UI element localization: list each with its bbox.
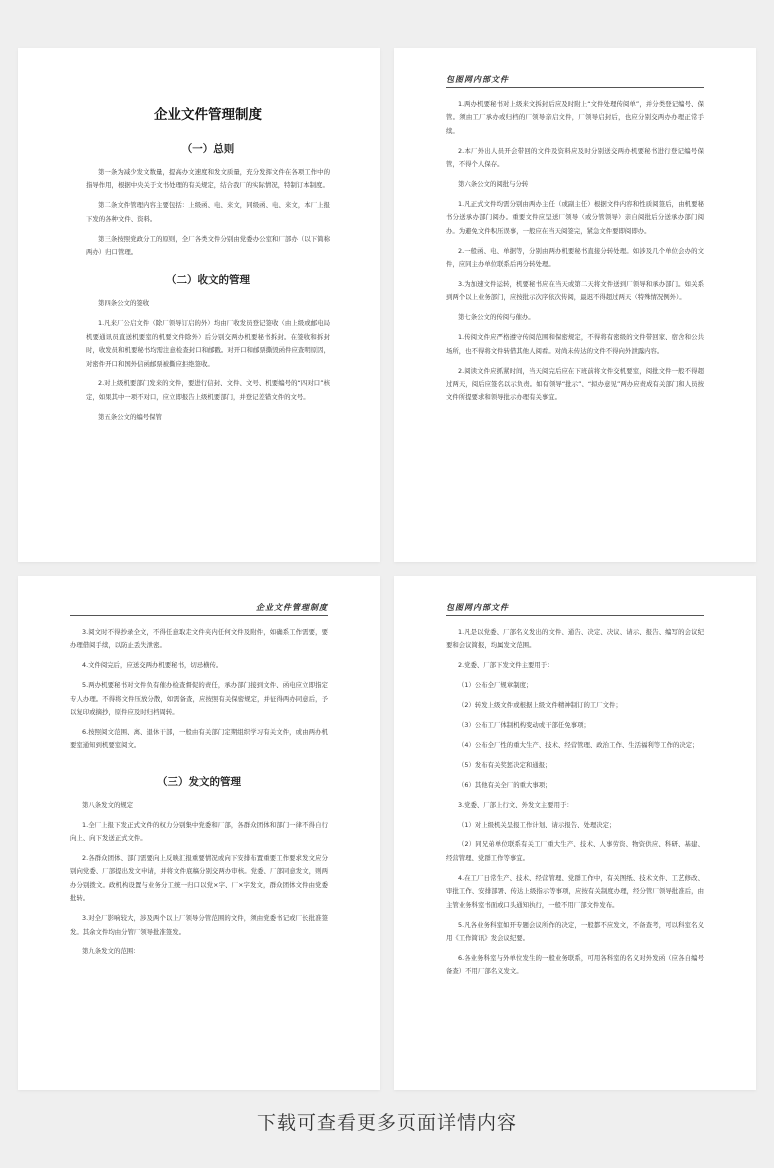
page-header: 包图网内部文件 (446, 602, 704, 616)
paragraph: 1.凡正式文件均需分别由两办主任（或副主任）根据文件内容和性质阅签后，由机要秘书分送承办部门阅办。重要文件应呈送厂领导（或分管领导）亲自阅批后分送承办部门阅办。为避免文件积压误事，一般应在当天阅签完，紧急文件要即阅即办。 (446, 199, 704, 235)
document-page-4 (394, 576, 756, 1090)
paragraph: 第七条公文的传阅与催办。 (458, 313, 535, 322)
paragraph: 6.按照阅文范围、离、退休干部，一般由有关部门定期组织学习有关文件，或由两办机要室通知到机要室阅文。 (70, 727, 328, 750)
paragraph: 2.阅读文件应抓紧时间，当天阅完后应在下班前将文件交机要室，阅批文件一般不得超过两天，阅后应签名以示负责。如有领导“批示”、“拟办意见”两办应责成有关部门和人员按文件所提要求和领导批示办理有关事宜。 (446, 366, 704, 402)
paragraph: 第九条发文的范围： (82, 947, 140, 956)
page-header: 包图网内部文件 (446, 74, 704, 88)
document-page-2 (394, 48, 756, 562)
paragraph: 1.两办机要秘书对上级来文拆封后应及时附上“文件处理传阅单”，并分类登记编号、保管。须由工厂承办或归档的厂领导亲启文件，厂领导启封后，也应分别交两办办理正常手续。 (446, 100, 704, 135)
paragraph: 2.党委、厂部下发文件主要用于： (458, 661, 554, 670)
paragraph: （1）公布全厂规章制度； (458, 681, 533, 690)
paragraph: 第二条文件管理内容主要包括：上级函、电、来文，同级函、电、来文，本厂上报下发的各种文件、资料。 (86, 201, 330, 223)
paragraph: 2.对上级机要部门发来的文件，要进行信封、文件、文号、机要编号的“四对口”核定，如果其中一项不对口，应立即报告上级机要部门，并登记差错文件的文号。 (86, 379, 330, 401)
document-title: 企业文件管理制度 (154, 107, 262, 123)
paragraph: 5.两办机要秘书对文件负有催办检查督促的责任，承办部门接到文件、函电应立即指定专人办理。不得将文件压放分散，如需备查，应按照有关保密规定，并征得两办同意后，予以复印或摘抄，原件应及时归档周转。 (70, 681, 328, 717)
paragraph: 3.为加速文件运转，机要秘书应在当天或第二天将文件送到厂领导和承办部门。如关系到两个以上业务部门，应按批示次序依次传阅，最迟不得超过两天（特殊情况例外）。 (446, 279, 704, 302)
paragraph: 第一条为减少发文数量，提高办文速度和发文质量，充分发挥文件在各项工作中的指导作用，根据中央关于文书处理的有关规定，结合我厂的实际情况，特制订本制度。 (86, 168, 330, 190)
paragraph: （5）发布有关奖惩决定和通报； (458, 760, 552, 769)
paragraph: （2）转发上级文件或根据上级文件精神制订的工厂文件； (458, 701, 622, 710)
download-caption: 下载可查看更多页面详情内容 (256, 1112, 517, 1134)
section-title-sending: （三）发文的管理 (157, 775, 241, 788)
paragraph: 5.凡各业务科室如开专题会议所作的决定，一般都不应发文，不备查考，可以科室名义用《工作简讯》发会议纪要。 (446, 920, 704, 942)
paragraph: 2.一般函、电、单据等，分别由两办机要秘书直接分转处理。如涉及几个单位会办的文件，应同主办单位联系后再分转处理。 (446, 246, 704, 269)
paragraph: 第六条公文的阅批与分转 (458, 180, 529, 189)
paragraph: （6）其他有关全厂的重大事项； (458, 780, 552, 789)
paragraph: （2）同兄弟单位联系有关工厂重大生产、技术、人事劳资、物资供应、科研、基建、经营管理、党群工作等事宜。 (446, 840, 704, 862)
document-page-3 (18, 576, 380, 1090)
page-header: 企业文件管理制度 (70, 602, 328, 616)
section-title-receiving: （二）收文的管理 (166, 274, 250, 287)
section-title-general: （一）总则 (181, 143, 235, 155)
paragraph: （4）公布全厂性的重大生产、技术、经营管理、政治工作、生活福利等工作的决定； (458, 740, 699, 749)
paragraph: 1.传阅文件应严格遵守传阅范围和保密规定，不得将有密级的文件带回家、宿舍和公共场所，也不得将文件转借其他人阅看。对尚未传达的文件不得向外泄露内容。 (446, 333, 704, 355)
paragraph: 1.凡是以党委、厂部名义发出的文件、通告、决定、决议、请示、报告、编写的会议纪要和会议简报，均属发文范围。 (446, 628, 704, 650)
paragraph: （1）对上级机关呈报工作计划、请示报告、处理决定； (458, 820, 616, 829)
paragraph: 6.各业务科室与外单位发生的一般业务联系，可用各科室的名义对外发函（应各自编号备查）不用厂部名义发文。 (446, 953, 704, 976)
paragraph: 2.本厂外出人员开会带回的文件及资料应及时分别送交两办机要秘书进行登记编号保管，不得个人保存。 (446, 146, 704, 169)
paragraph: 第八条发文的规定 (82, 800, 134, 809)
paragraph: 1.凡来厂公启文件（除厂领导订启的外）均由厂收发员登记签收（由上级或邮电局机要通讯员直送机要室的机要文件除外）后分别交两办机要秘书拆封。在签收和拆封时，收发员和机要秘书均需注意检查封口和邮戳。对开口和邮票撕毁函件应查明原因，对密件开口和国外信函邮票被撕应拒绝签收。 (86, 319, 330, 368)
document-page-1 (18, 48, 380, 562)
paragraph: 第四条公文的签收 (98, 299, 150, 308)
paragraph: 1.全厂上报下发正式文件的权力分别集中党委和厂部，各群众团体和部门一律不得自行向上、向下发送正式文件。 (70, 820, 328, 843)
paragraph: 2.各群众团体、部门需要向上反映汇报重要情况或向下安排布置重要工作要求发文应分别向党委、厂部提出发文申请，并将文件底稿分别交两办审核。党委、厂部同意发文，则两办分别拨文。政机构设置与业务分工统一归口以党×字、厂×字发文，群众团体文件由党委批转。 (70, 853, 328, 903)
paragraph: （3）公布工厂体制机构变动或干部任免事项； (458, 721, 590, 730)
paragraph: 3.党委、厂部上行文、外发文主要用于： (458, 800, 573, 809)
paragraph: 4.文件阅完后，应送交两办机要秘书，切忌横传。 (82, 661, 223, 670)
paragraph: 第三条按照党政分工的原则，全厂各类文件分别由党委办公室和厂部办（以下简称两办）归口管理。 (86, 234, 330, 257)
paragraph: 3.对全厂影响较大，涉及两个以上厂领导分管范围的文件，须由党委书记或厂长批准签发。其余文件均由分管厂领导批准签发。 (70, 914, 328, 936)
paragraph: 4.在工厂日常生产、技术、经营管理、党群工作中，有关图纸、技术文件、工艺修改、审批工作、安排部署、传达上级指示等事项，应按有关制度办理，经分管厂领导批准后，由主管业务科室书面或口头通知执行，一般不用厂部文件发布。 (446, 873, 704, 909)
paragraph: 第五条公文的编号保管 (98, 412, 162, 421)
paragraph: 3.阅文时不得抄录全文，不得任意取走文件夹内任何文件及附件，如确系工作需要，要办理借阅手续，以防止丢失泄密。 (70, 628, 328, 650)
